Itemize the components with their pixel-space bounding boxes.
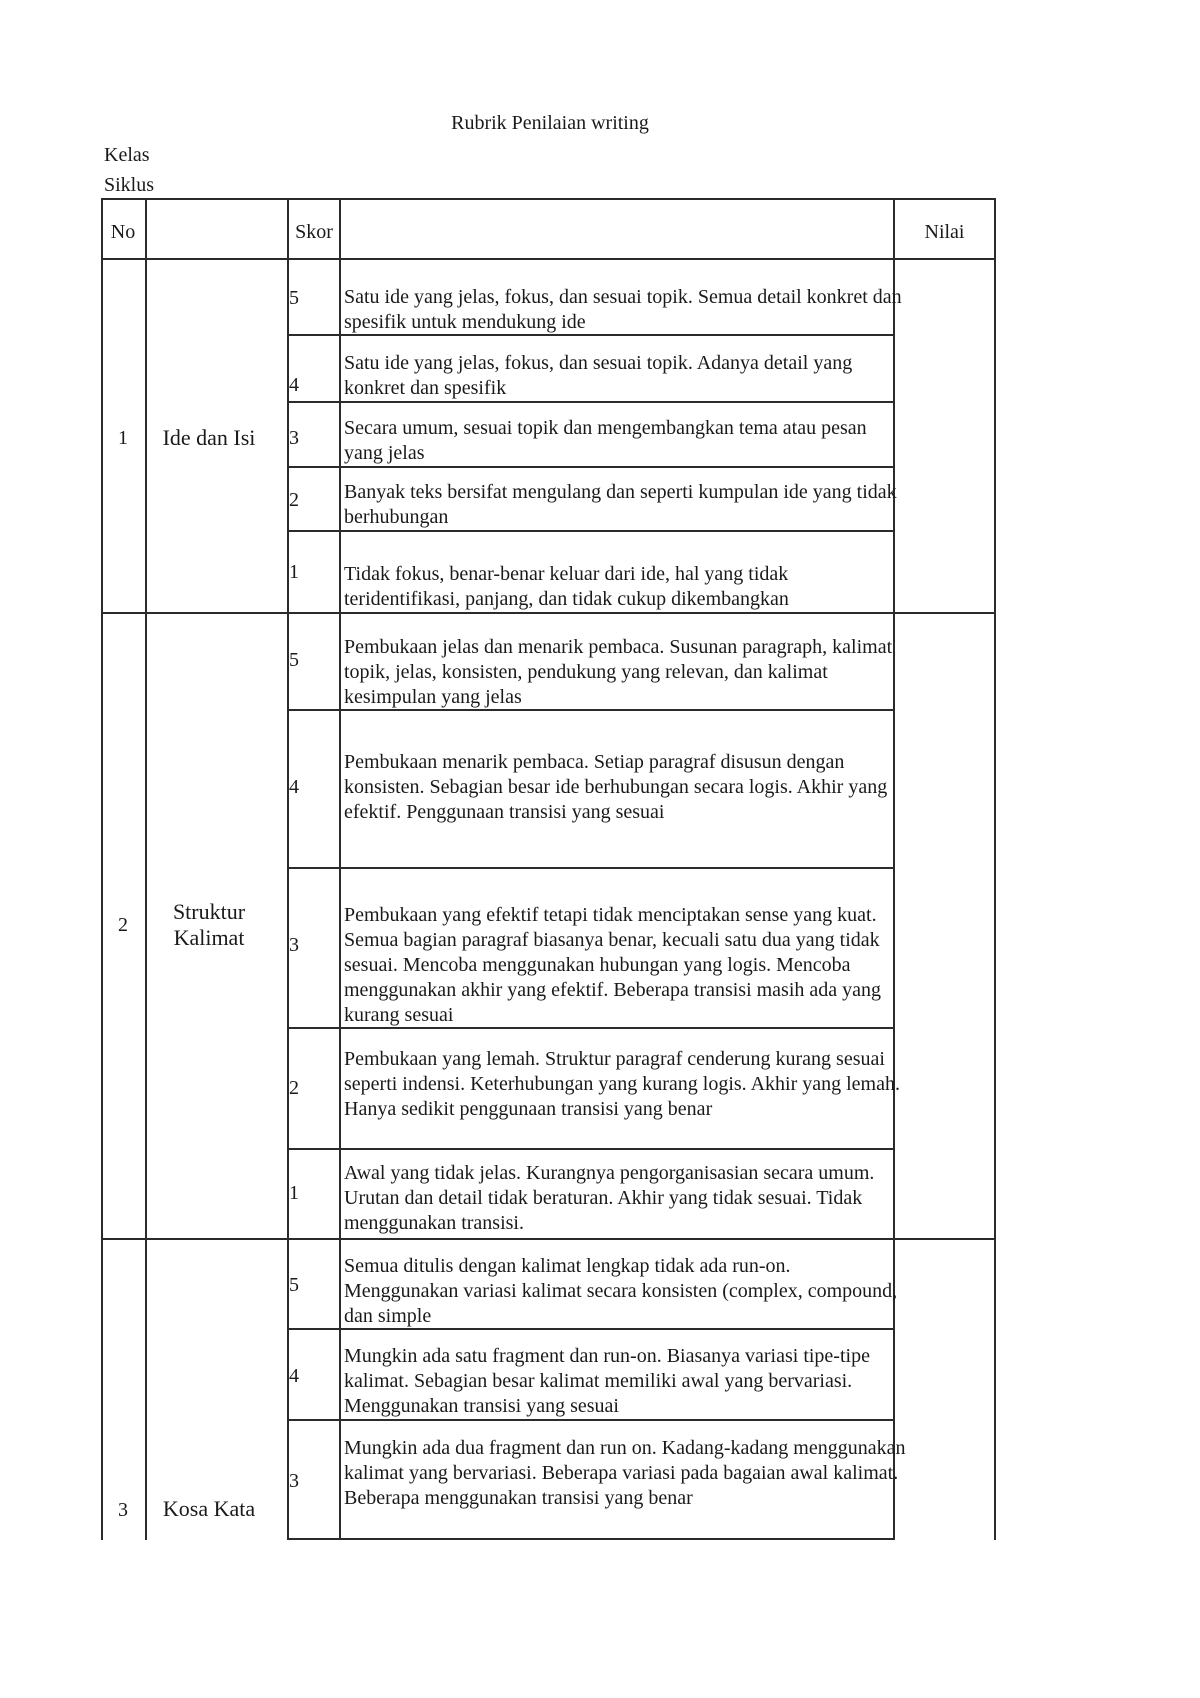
table-border-top [101, 198, 996, 200]
header-no: No [110, 221, 136, 243]
table-divider-no [145, 198, 147, 1540]
score-value: 2 [289, 1077, 299, 1099]
level-description: Satu ide yang jelas, fokus, dan sesuai topik. Semua detail konkret dan spesifik untuk mendukung ide [344, 286, 902, 333]
criterion-number: 2 [118, 914, 128, 936]
criterion-name: Kosa Kata [162, 1496, 256, 1521]
criterion-number: 3 [118, 1499, 128, 1521]
criterion-name: Struktur Kalimat [172, 899, 246, 950]
level-description: Satu ide yang jelas, fokus, dan sesuai topik. Adanya detail yang konkret dan spesifik [344, 352, 853, 399]
criterion-divider [101, 1238, 996, 1240]
level-description: Banyak teks bersifat mengulang dan seperti kumpulan ide yang tidak berhubungan [344, 481, 897, 528]
score-value: 1 [289, 1182, 299, 1204]
level-description: Awal yang tidak jelas. Kurangnya pengorganisasian secara umum. Urutan dan detail tidak beraturan. Akhir yang tidak sesuai. Tidak menggunakan transisi. [344, 1162, 875, 1234]
score-value: 2 [289, 489, 299, 511]
level-divider [287, 530, 895, 532]
header-nilai: Nilai [924, 221, 965, 243]
level-description: Pembukaan menarik pembaca. Setiap paragraf disusun dengan konsisten. Sebagian besar ide berhubungan secara logis. Akhir yang efektif. Penggunaan transisi yang sesuai [344, 751, 888, 823]
score-value: 1 [289, 561, 299, 583]
level-description: Mungkin ada dua fragment dan run on. Kadang-kadang menggunakan kalimat yang bervariasi. Beberapa variasi pada bagaian awal kalimat. Beberapa menggunakan transisi yang benar [344, 1437, 906, 1509]
criterion-name: Ide dan Isi [162, 425, 256, 450]
score-value: 5 [289, 1274, 299, 1296]
level-divider [287, 1538, 895, 1540]
level-description: Pembukaan yang efektif tetapi tidak menciptakan sense yang kuat. Semua bagian paragraf biasanya benar, kecuali satu dua yang tidak sesuai. Mencoba menggunakan hubungan yang logis. Mencoba menggunakan akhir yang efektif. Beberapa transisi masih ada yang kurang sesuai [344, 904, 882, 1026]
score-value: 4 [289, 374, 299, 396]
level-description: Pembukaan jelas dan menarik pembaca. Susunan paragraph, kalimat topik, jelas, konsisten, pendukung yang relevan, dan kalimat kesimpulan yang jelas [344, 636, 893, 708]
level-divider [287, 867, 895, 869]
level-divider [287, 1148, 895, 1150]
score-value: 3 [289, 934, 299, 956]
table-divider-skor [339, 198, 341, 1540]
siklus-label: Siklus [104, 174, 155, 196]
table-border-left [101, 198, 103, 1540]
score-value: 3 [289, 1470, 299, 1492]
level-description: Tidak fokus, benar-benar keluar dari ide, hal yang tidak teridentifikasi, panjang, dan tidak cukup dikembangkan [344, 563, 789, 610]
score-value: 4 [289, 1365, 299, 1387]
score-value: 4 [289, 776, 299, 798]
table-border-right [994, 198, 996, 1540]
level-description: Mungkin ada satu fragment dan run-on. Biasanya variasi tipe-tipe kalimat. Sebagian besar kalimat memiliki awal yang bervariasi. Menggunakan transisi yang sesuai [344, 1345, 870, 1417]
table-divider-criteria [287, 198, 289, 1540]
criterion-number: 1 [118, 427, 128, 449]
level-description: Semua ditulis dengan kalimat lengkap tidak ada run-on. Menggunakan variasi kalimat secara konsisten (complex, compound, dan simple [344, 1255, 898, 1327]
level-divider [287, 401, 895, 403]
level-description: Secara umum, sesuai topik dan mengembangkan tema atau pesan yang jelas [344, 417, 867, 464]
level-divider [287, 466, 895, 468]
header-divider [101, 258, 996, 260]
level-description: Pembukaan yang lemah. Struktur paragraf cenderung kurang sesuai seperti indensi. Keterhubungan yang kurang logis. Akhir yang lemah. Hanya sedikit penggunaan transisi yang benar [344, 1048, 900, 1120]
criterion-divider [101, 612, 996, 614]
score-value: 5 [289, 649, 299, 671]
header-skor: Skor [295, 221, 333, 243]
score-value: 5 [289, 287, 299, 309]
level-divider [287, 1419, 895, 1421]
kelas-label: Kelas [104, 144, 150, 166]
score-value: 3 [289, 427, 299, 449]
document-title: Rubrik Penilaian writing [451, 112, 649, 134]
rubric-table [101, 198, 996, 1540]
